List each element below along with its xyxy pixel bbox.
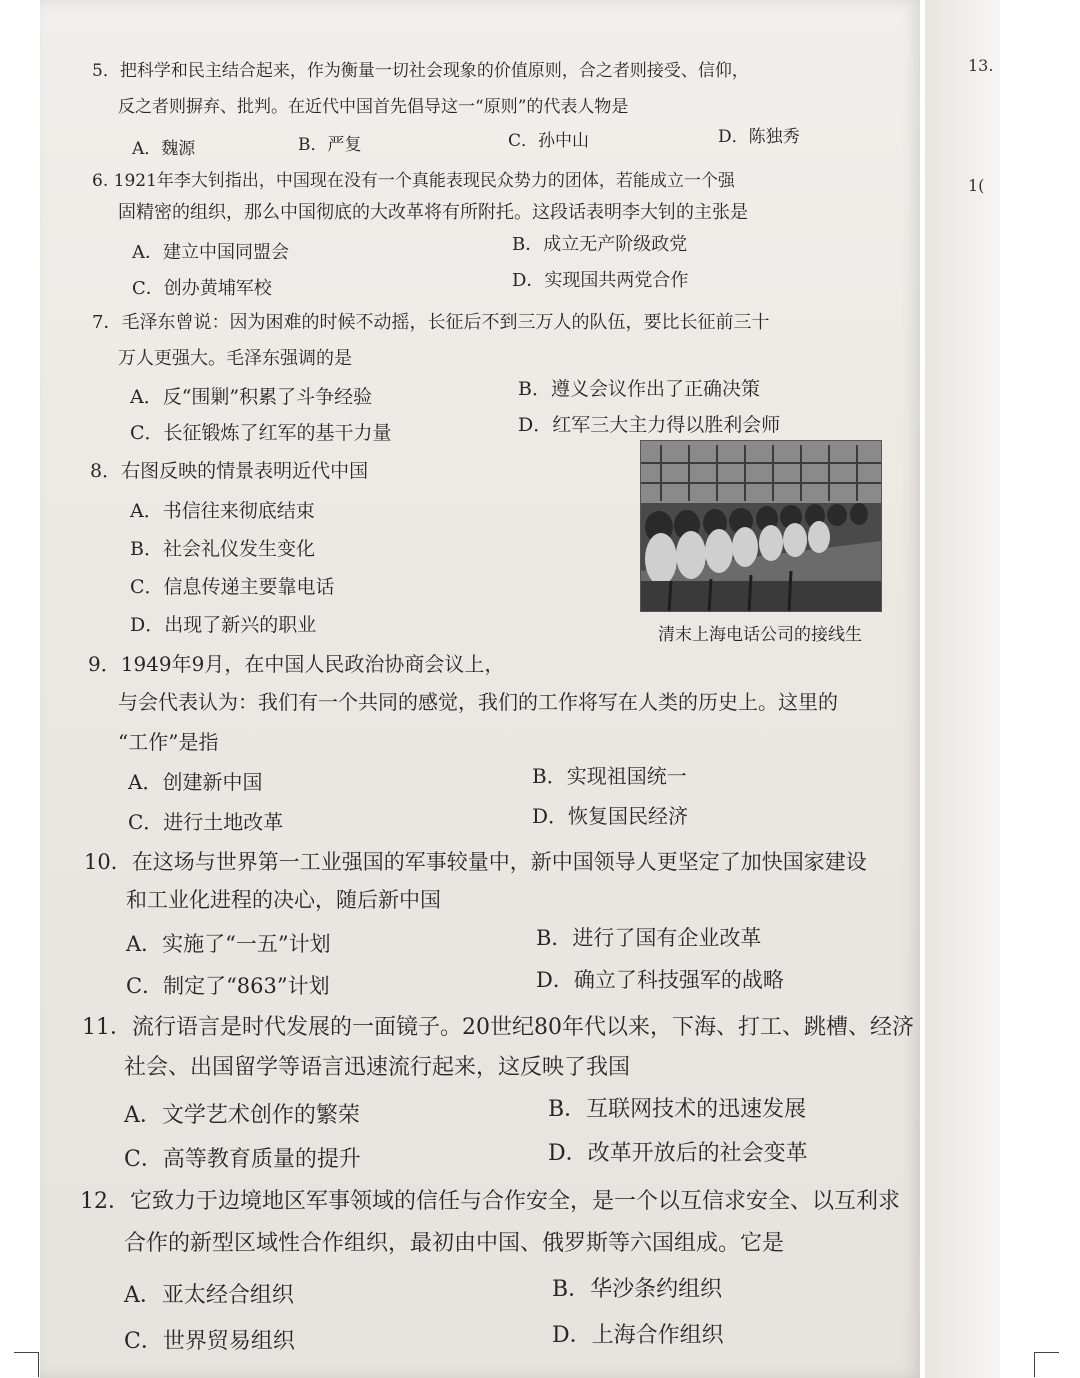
- question-10-stem-line-1: 10．在这场与世界第一工业强国的军事较量中，新中国领导人更坚定了加快国家建设: [84, 850, 867, 874]
- question-7-option-b: B．遵义会议作出了正确决策: [518, 378, 760, 400]
- margin-mark-14: 1(: [968, 176, 985, 195]
- question-9-option-a: A．创建新中国: [128, 770, 263, 794]
- question-7-option-a: A．反“围剿”积累了斗争经验: [130, 386, 373, 408]
- question-9-stem-line-3: “工作”是指: [118, 730, 219, 754]
- question-8-option-b: B．社会礼仪发生变化: [130, 538, 315, 560]
- question-11-stem-line-2: 社会、出国留学等语言迅速流行起来，这反映了我国: [124, 1055, 631, 1080]
- crop-mark-bottom-right: [1034, 1352, 1059, 1377]
- question-7-stem-line-2: 万人更强大。毛泽东强调的是: [118, 348, 352, 369]
- question-11-option-c: C．高等教育质量的提升: [124, 1147, 361, 1172]
- question-10-option-a: A．实施了“一五”计划: [126, 932, 331, 956]
- question-8-option-c: C．信息传递主要靠电话: [130, 576, 335, 598]
- question-6-stem-line-2: 固精密的组织，那么中国彻底的大改革将有所附托。这段话表明李大钊的主张是: [118, 202, 748, 223]
- question-6-option-d: D．实现国共两党合作: [512, 270, 689, 291]
- switchboard-photo-graphic: [641, 441, 881, 611]
- question-9-option-d: D．恢复国民经济: [532, 804, 689, 828]
- question-10-stem-line-2: 和工业化进程的决心，随后新中国: [126, 888, 441, 912]
- question-6-option-a: A．建立中国同盟会: [132, 242, 289, 263]
- question-9-stem-line-2: 与会代表认为：我们有一个共同的感觉，我们的工作将写在人类的历史上。这里的: [118, 690, 838, 714]
- question-8-option-a: A．书信往来彻底结束: [130, 500, 315, 522]
- question-5-stem-line-2: 反之者则摒弃、批判。在近代中国首先倡导这一“原则”的代表人物是: [118, 97, 629, 117]
- switchboard-operators-photo: [640, 440, 882, 612]
- question-9-option-b: B．实现祖国统一: [532, 764, 687, 788]
- question-7-stem-line-1: 7．毛泽东曾说：因为困难的时候不动摇，长征后不到三万人的队伍，要比长征前三十: [92, 312, 770, 333]
- question-12-stem-line-1: 12．它致力于边境地区军事领域的信任与合作安全，是一个以互信求安全、以互利求: [80, 1189, 900, 1214]
- question-11-option-b: B．互联网技术的迅速发展: [548, 1097, 807, 1122]
- question-6-option-b: B．成立无产阶级政党: [512, 234, 688, 255]
- margin-mark-13: 13.: [968, 56, 994, 75]
- question-11-option-d: D．改革开放后的社会变革: [548, 1141, 808, 1166]
- question-8-option-d: D．出现了新兴的职业: [130, 614, 317, 636]
- question-10-option-d: D．确立了科技强军的战略: [536, 968, 784, 992]
- question-9-option-c: C．进行土地改革: [128, 810, 284, 834]
- question-8-stem: 8．右图反映的情景表明近代中国: [90, 460, 369, 482]
- question-5-option-a: A．魏源: [132, 139, 196, 159]
- question-7-option-d: D．红军三大主力得以胜利会师: [518, 414, 781, 436]
- question-9-stem-line-1: 9．1949年9月，在中国人民政治协商会议上，: [88, 652, 505, 676]
- question-12-option-d: D．上海合作组织: [552, 1323, 724, 1348]
- question-5-stem-line-1: 5．把科学和民主结合起来，作为衡量一切社会现象的价值原则，合之者则接受、信仰，: [92, 61, 749, 81]
- question-11-stem-line-1: 11．流行语言是时代发展的一面镜子。20世纪80年代以来，下海、打工、跳槽、经济: [82, 1015, 914, 1040]
- question-12-option-b: B．华沙条约组织: [552, 1277, 723, 1302]
- question-7-option-c: C．长征锻炼了红军的基干力量: [130, 422, 392, 444]
- question-10-option-b: B．进行了国有企业改革: [536, 926, 762, 950]
- question-12-option-c: C．世界贸易组织: [124, 1329, 295, 1354]
- question-6-option-c: C．创办黄埔军校: [132, 278, 272, 299]
- question-5-option-b: B．严复: [298, 135, 362, 155]
- crop-mark-bottom-left: [14, 1352, 39, 1377]
- question-5-option-d: D．陈独秀: [718, 127, 800, 147]
- question-12-stem-line-2: 合作的新型区域性合作组织，最初由中国、俄罗斯等六国组成。它是: [124, 1231, 785, 1256]
- question-5-option-c: C．孙中山: [508, 131, 590, 151]
- question-12-option-a: A．亚太经合组织: [124, 1283, 294, 1308]
- question-11-option-a: A．文学艺术创作的繁荣: [124, 1103, 360, 1128]
- question-6-stem-line-1: 6. 1921年李大钊指出，中国现在没有一个真能表现民众势力的团体，若能成立一个强: [92, 171, 735, 191]
- photo-caption: 清末上海电话公司的接线生: [658, 625, 862, 645]
- adjacent-page-strip: [925, 0, 1000, 1378]
- question-10-option-c: C．制定了“863”计划: [126, 974, 330, 998]
